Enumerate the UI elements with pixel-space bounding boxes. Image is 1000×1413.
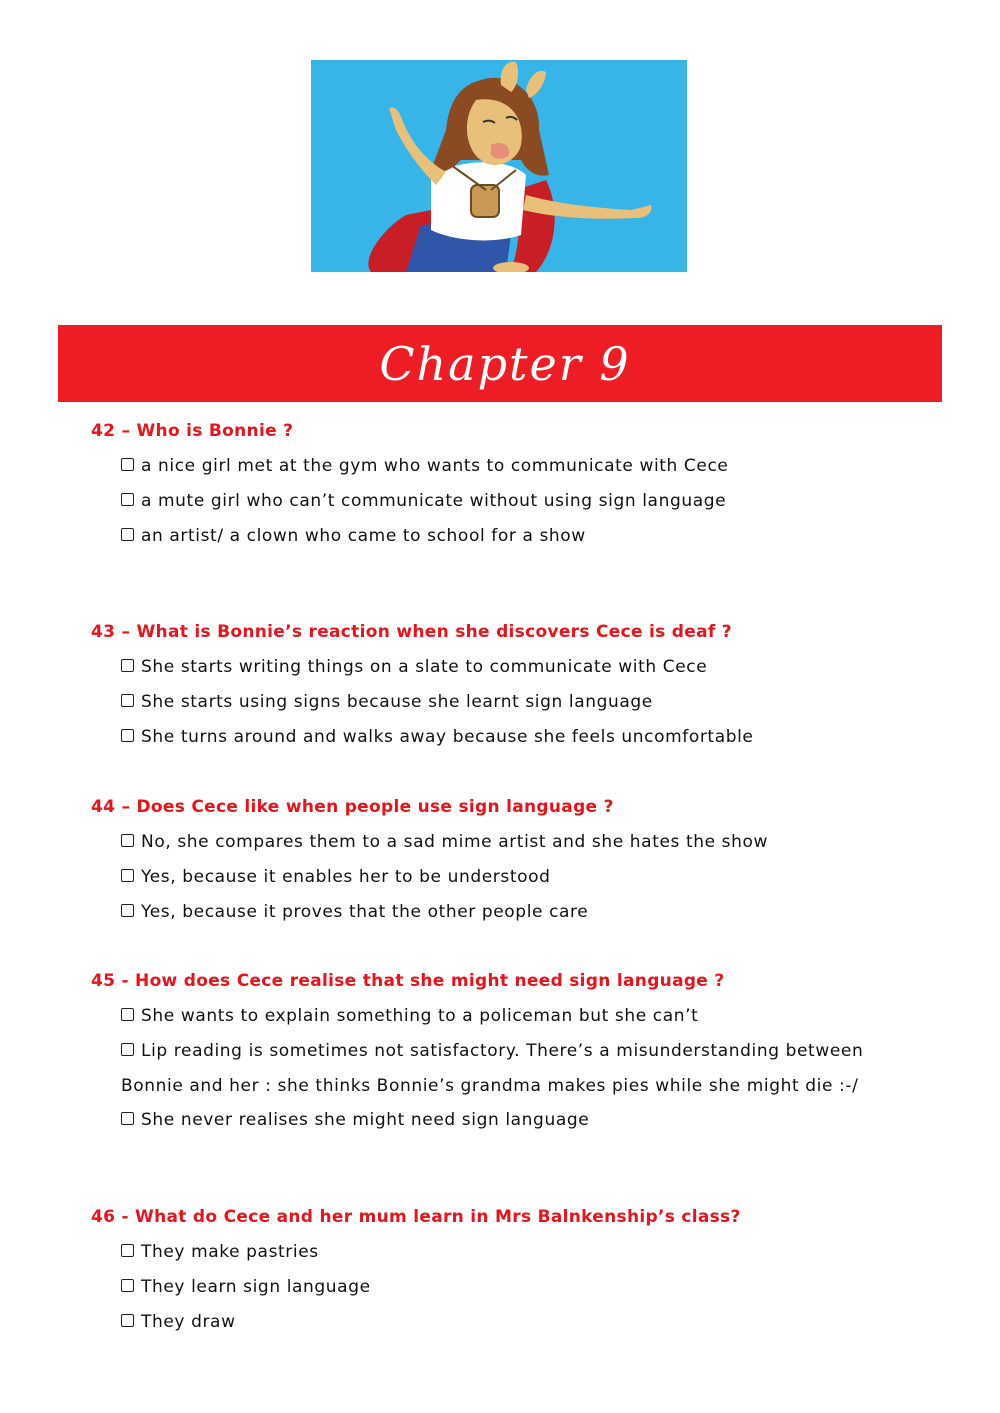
checkbox-icon[interactable] [121, 904, 134, 917]
option-45-b-continuation: Bonnie and her : she thinks Bonnie’s grandma makes pies while she might die :-/ [121, 1076, 859, 1096]
option-label: She wants to explain something to a policeman but she can’t [141, 1006, 699, 1026]
option-label: Yes, because it proves that the other people care [141, 902, 589, 922]
option-label: Yes, because it enables her to be understood [141, 867, 551, 887]
checkbox-icon[interactable] [121, 834, 134, 847]
option-43-c[interactable] [121, 727, 754, 747]
option-43-a[interactable] [121, 657, 707, 677]
option-46-b[interactable] [121, 1277, 371, 1297]
option-46-a[interactable] [121, 1242, 319, 1262]
option-label: a nice girl met at the gym who wants to communicate with Cece [141, 456, 729, 476]
option-45-b[interactable] [121, 1041, 863, 1061]
option-43-b[interactable] [121, 692, 653, 712]
option-label: She turns around and walks away because she feels uncomfortable [141, 727, 754, 747]
option-42-b[interactable] [121, 491, 726, 511]
option-label: an artist/ a clown who came to school for a show [141, 526, 586, 546]
option-label: She never realises she might need sign language [141, 1110, 590, 1130]
checkbox-icon[interactable] [121, 493, 134, 506]
option-label: She starts writing things on a slate to communicate with Cece [141, 657, 708, 677]
chapter-banner [58, 325, 942, 402]
checkbox-icon[interactable] [121, 694, 134, 707]
option-label: They make pastries [141, 1242, 319, 1262]
option-42-c[interactable] [121, 526, 586, 546]
option-label: They learn sign language [141, 1277, 371, 1297]
question-44: 44 – Does Cece like when people use sign language ? [91, 797, 614, 817]
option-label: Lip reading is sometimes not satisfactory. There’s a misunderstanding between [141, 1041, 864, 1061]
option-44-c[interactable] [121, 902, 588, 922]
question-46: 46 - What do Cece and her mum learn in Mrs Balnkenship’s class? [91, 1207, 741, 1227]
question-43: 43 – What is Bonnie’s reaction when she discovers Cece is deaf ? [91, 622, 732, 642]
option-label: She starts using signs because she learnt sign language [141, 692, 653, 712]
option-45-c[interactable] [121, 1110, 589, 1130]
option-46-c[interactable] [121, 1312, 236, 1332]
llama-illustration [311, 60, 687, 272]
checkbox-icon[interactable] [121, 869, 134, 882]
checkbox-icon[interactable] [121, 458, 134, 471]
chapter-title: Chapter 9 [379, 336, 631, 391]
option-42-a[interactable] [121, 456, 728, 476]
checkbox-icon[interactable] [121, 1244, 134, 1257]
checkbox-icon[interactable] [121, 1008, 134, 1021]
question-42: 42 – Who is Bonnie ? [91, 421, 294, 441]
checkbox-icon[interactable] [121, 1112, 134, 1125]
checkbox-icon[interactable] [121, 659, 134, 672]
option-45-a[interactable] [121, 1006, 698, 1026]
option-label: They draw [141, 1312, 236, 1332]
option-label: a mute girl who can’t communicate without using sign language [141, 491, 727, 511]
checkbox-icon[interactable] [121, 1043, 134, 1056]
checkbox-icon[interactable] [121, 729, 134, 742]
question-45: 45 - How does Cece realise that she might need sign language ? [91, 971, 725, 991]
llama-superhero-cape-icon [311, 60, 687, 272]
checkbox-icon[interactable] [121, 1279, 134, 1292]
checkbox-icon[interactable] [121, 528, 134, 541]
option-44-a[interactable] [121, 832, 768, 852]
option-44-b[interactable] [121, 867, 551, 887]
checkbox-icon[interactable] [121, 1314, 134, 1327]
option-label: No, she compares them to a sad mime artist and she hates the show [141, 832, 769, 852]
